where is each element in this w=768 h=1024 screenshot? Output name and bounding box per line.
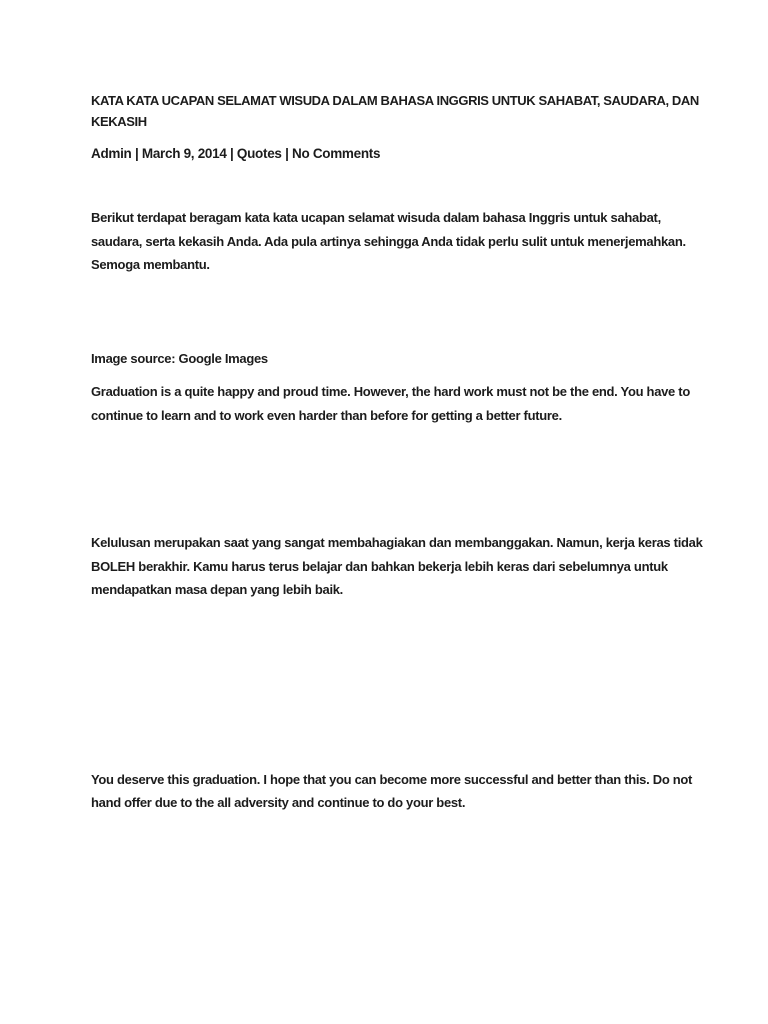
intro-line-3: Semoga membantu. [91,257,210,272]
quote-en-line-1: Graduation is a quite happy and proud time. However, the hard work must not be the end. You have to [91,384,690,399]
intro-line-2: saudara, serta kekasih Anda. Ada pula artinya sehingga Anda tidak perlu sulit untuk menerjemahkan. [91,233,686,249]
page-title [91,90,699,132]
page-title-line-2: KEKASIH [91,114,147,129]
post-meta: Admin | March 9, 2014 | Quotes | No Comments [91,146,381,161]
image-source-caption: Image source: Google Images [91,350,268,366]
intro-line-1: Berikut terdapat beragam kata kata ucapan selamat wisuda dalam bahasa Inggris untuk sahabat, [91,210,661,225]
graduation-quote-english [91,380,688,427]
quote-id-line-3: mendapatkan masa depan yang lebih baik. [91,582,343,597]
intro-paragraph [91,206,688,277]
closing-paragraph [91,768,693,815]
closing-line-2: hand offer due to the all adversity and continue to do your best. [91,795,466,810]
page-title-line-1: KATA KATA UCAPAN SELAMAT WISUDA DALAM BAHASA INGGRIS UNTUK SAHABAT, SAUDARA, DAN [91,93,699,108]
quote-en-line-2: continue to learn and to work even harder than before for getting a better future. [91,407,562,423]
quote-id-line-2: BOLEH berakhir. Kamu harus terus belajar dan bahkan bekerja lebih keras dari sebelumnya untuk [91,558,668,574]
quote-id-line-1: Kelulusan merupakan saat yang sangat membahagiakan dan membanggakan. Namun, kerja keras tidak [91,535,703,550]
graduation-quote-indonesian [91,531,703,602]
closing-line-1: You deserve this graduation. I hope that you can become more successful and better than this. Do not [91,771,693,787]
